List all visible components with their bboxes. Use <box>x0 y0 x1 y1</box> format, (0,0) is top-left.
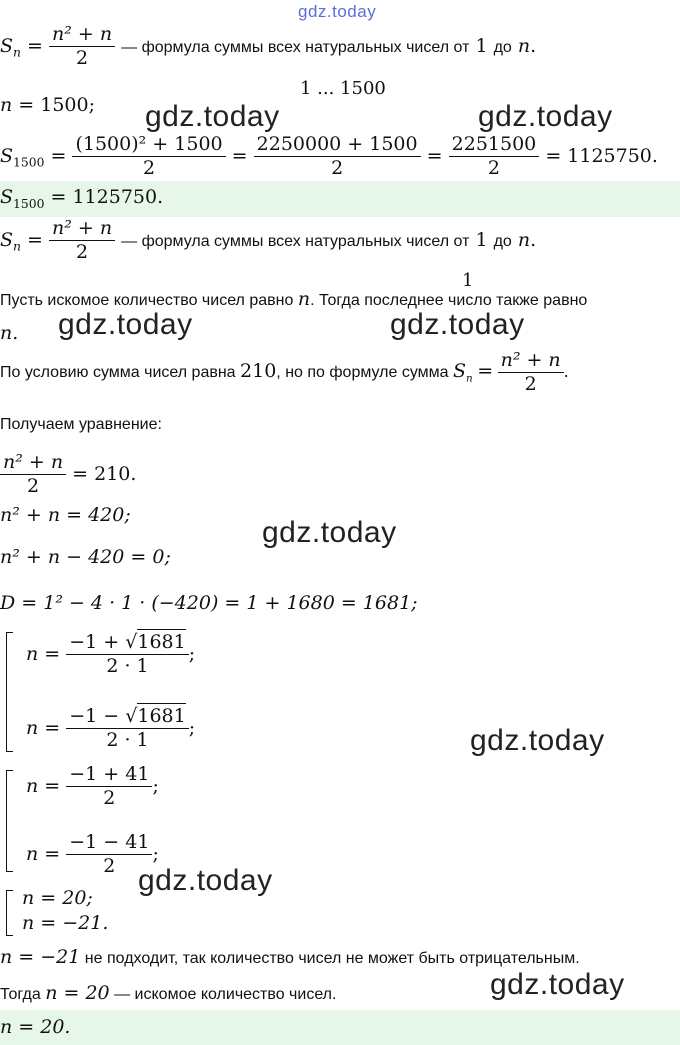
n-equals-1500: n = 1500; <box>0 94 96 116</box>
system-bracket-3 <box>6 890 13 936</box>
watermark-top: gdz.today <box>298 2 377 21</box>
watermark: gdz.today <box>58 308 193 341</box>
cut-off-line-2: 1 <box>462 270 474 291</box>
discriminant: D = 1² − 4 · 1 · (−420) = 1 + 1680 = 1681; <box>0 592 418 614</box>
answer-2: n = 20. <box>0 1016 71 1038</box>
answer-1: $S_{1500} = 1125750$. <box>0 186 164 211</box>
equation-210: $\frac{\text{n² + n}}{2}$ = 210. <box>0 452 136 498</box>
watermark: gdz.today <box>478 100 613 133</box>
s1500-calculation: $S_{1500}$ = $\frac{\text{(1500)² + 1500}}{2}$ = $\frac{2250000 + 1500}{2}$ = $\frac{2251500}{2}$ = 1125750. <box>0 133 658 179</box>
answer-band-2 <box>0 1010 680 1045</box>
root-plus-41: n = $\frac{-1 + 41}{2}$ ; <box>26 763 159 809</box>
root-minus-21: n = −21. <box>22 912 109 934</box>
formula-line-1: $S_n$ = $\frac{\text{n² + n}}{2}$ — формула суммы всех натуральных чисел от 1 до n. <box>0 23 537 69</box>
system-bracket-2 <box>6 770 13 872</box>
equation-420: n² + n = 420; <box>0 504 131 526</box>
condition-text: По условию сумма чисел равна 210, но по формуле сумма $S_n$ = $\frac{\text{n² + n}}{2}$ . <box>0 349 569 395</box>
watermark: gdz.today <box>390 308 525 341</box>
watermark: gdz.today <box>490 968 625 1001</box>
let-text-n: n. <box>0 322 19 344</box>
let-text: Пусть искомое количество чисел равно n. Тогда последнее число также равно <box>0 288 588 310</box>
root-plus-sqrt: n = $\frac{-1 + √1681}{2 \cdot 1}$ ; <box>26 631 196 677</box>
system-bracket-1 <box>6 632 13 752</box>
equation-quadratic: n² + n − 420 = 0; <box>0 546 171 568</box>
watermark: gdz.today <box>470 724 605 757</box>
formula-line-2: $S_n$ = $\frac{\text{n² + n}}{2}$ — формула суммы всех натуральных чисел от 1 до n. <box>0 217 537 263</box>
root-minus-41: n = $\frac{-1 - 41}{2}$ ; <box>26 831 159 877</box>
get-equation-text: Получаем уравнение: <box>0 416 162 433</box>
watermark: gdz.today <box>262 516 397 549</box>
watermark: gdz.today <box>138 864 273 897</box>
root-minus-sqrt: n = $\frac{-1 - √1681}{2 \cdot 1}$ ; <box>26 705 196 751</box>
conclusion-text: Тогда n = 20 — искомое количество чисел. <box>0 982 337 1004</box>
cut-off-line-1: 1 ... 1500 <box>300 78 386 99</box>
watermark: gdz.today <box>145 100 280 133</box>
not-fit-text: n = −21 не подходит, так количество чисел не может быть отрицательным. <box>0 946 580 968</box>
root-20: n = 20; <box>22 887 93 909</box>
